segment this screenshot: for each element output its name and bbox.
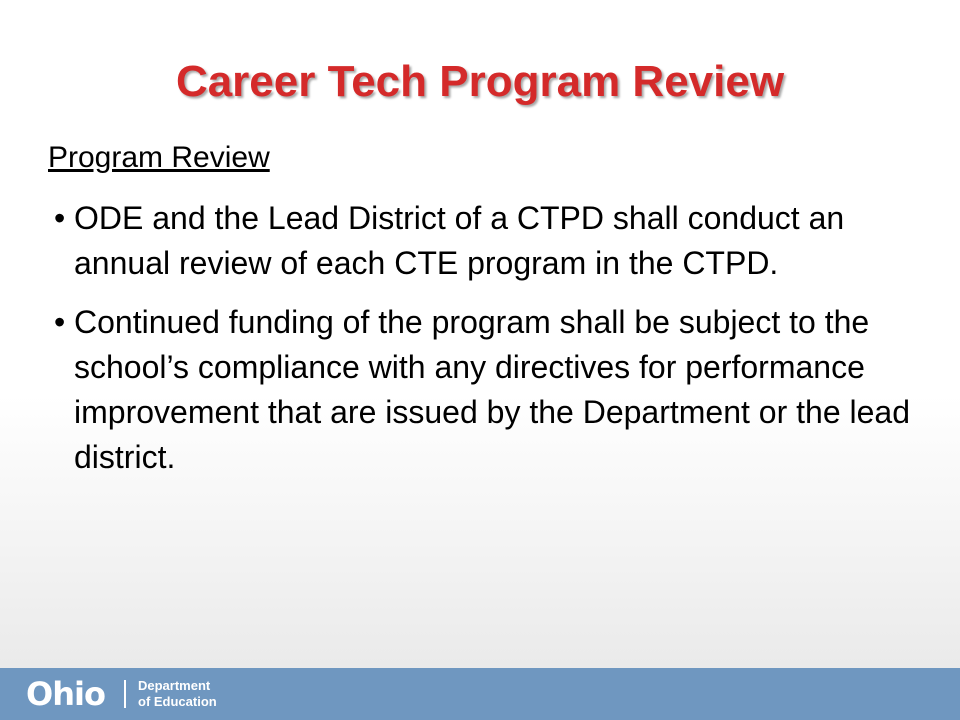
ohio-logo-wordmark: Ohio [26,675,105,713]
dept-line-2: of Education [138,694,217,709]
bullet-item [48,300,928,480]
bullet-text: Continued funding of the program shall be subject to the school’s compliance with any directives for performance improvement that are issued by the Department or the lead district. [74,304,910,475]
bullet-list [48,196,928,494]
section-subheading: Program Review [48,141,270,174]
bullet-marker: • [54,304,66,340]
bullet-text: ODE and the Lead District of a CTPD shall conduct an annual review of each CTE program in the CTPD. [74,200,845,281]
department-of-education-label [138,678,217,710]
logo-divider [124,680,126,708]
dept-line-1: Department [138,678,211,693]
bullet-marker: • [54,200,66,236]
footer-bar [0,668,960,720]
bullet-item [48,196,928,286]
slide-title: Career Tech Program Review [175,57,785,106]
ohio-logo [26,674,105,714]
